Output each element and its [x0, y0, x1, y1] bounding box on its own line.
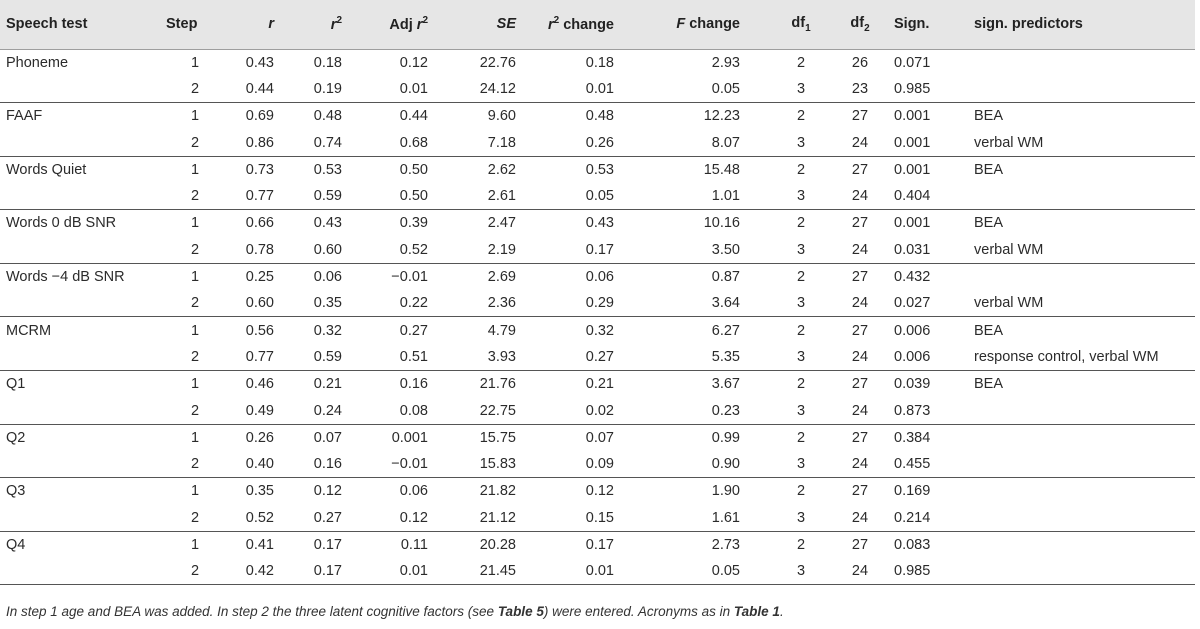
cell-r2-change: 0.48	[585, 108, 614, 125]
cell-speech-test: Q2	[6, 429, 26, 446]
cell-r2-change: 0.32	[585, 322, 614, 339]
cell-df1: 3	[770, 397, 832, 424]
cell-adj-r-squared: 0.50	[360, 183, 448, 210]
cell-step: 2	[160, 505, 230, 532]
cell-sign-predictors	[968, 263, 1195, 290]
cell-adj-r-squared: −0.01	[360, 451, 448, 478]
cell-speech-test: Words −4 dB SNR	[6, 269, 125, 286]
cell-f-change: 3.50	[652, 237, 770, 264]
table-row	[0, 49, 1195, 76]
cell-step: 1	[190, 54, 200, 71]
cell-r: 0.60	[230, 290, 292, 317]
cell-adj-r-squared: 0.06	[399, 483, 428, 500]
cell-df1: 3	[770, 558, 832, 585]
cell-adj-r-squared: 0.22	[360, 290, 448, 317]
cell-speech-test	[0, 183, 160, 210]
cell-r-squared: 0.06	[313, 269, 342, 286]
cell-r: 0.41	[245, 536, 274, 553]
cell-r-squared: 0.07	[313, 429, 342, 446]
cell-adj-r-squared: 0.52	[360, 237, 448, 264]
cell-sign: 0.001	[888, 129, 968, 156]
cell-f-change: 3.67	[711, 376, 740, 393]
cell-df1: 3	[770, 129, 832, 156]
cell-df2: 23	[832, 76, 888, 103]
cell-r: 0.52	[230, 505, 292, 532]
cell-step: 2	[160, 129, 230, 156]
cell-step: 2	[160, 237, 230, 264]
header-adj-r-squared: Adj $r^2$	[360, 0, 448, 49]
cell-r-squared: 0.18	[313, 54, 342, 71]
cell-sign-predictors	[968, 478, 1195, 505]
table-row	[0, 505, 1195, 532]
cell-r2-change: 0.07	[585, 429, 614, 446]
cell-df1: 3	[770, 451, 832, 478]
cell-df2: 24	[832, 237, 888, 264]
cell-f-change: 2.73	[711, 536, 740, 553]
cell-sign-predictors	[968, 531, 1195, 558]
cell-r-squared: 0.60	[292, 237, 360, 264]
cell-df2: 27	[851, 429, 869, 446]
cell-se: 21.76	[479, 376, 516, 393]
table-row	[0, 478, 1195, 505]
cell-r2-change: 0.06	[585, 269, 614, 286]
cell-sign-predictors	[968, 76, 1195, 103]
header-sign: Sign.	[888, 0, 968, 49]
table-row	[0, 103, 1195, 130]
cell-r2-change: 0.05	[536, 183, 652, 210]
cell-r2-change: 0.21	[585, 376, 614, 393]
cell-step: 1	[190, 108, 200, 125]
cell-f-change: 0.87	[711, 269, 740, 286]
cell-sign: 0.404	[888, 183, 968, 210]
cell-df1: 2	[796, 108, 806, 125]
cell-r2-change: 0.12	[585, 483, 614, 500]
cell-adj-r-squared: 0.27	[399, 322, 428, 339]
table-row	[0, 397, 1195, 424]
cell-sign-predictors: verbal WM	[968, 237, 1195, 264]
cell-df2: 24	[832, 451, 888, 478]
cell-sign-predictors: verbal WM	[968, 129, 1195, 156]
cell-speech-test	[0, 397, 160, 424]
table-row	[0, 263, 1195, 290]
cell-r-squared: 0.16	[292, 451, 360, 478]
cell-se: 22.75	[448, 397, 536, 424]
cell-r2-change: 0.01	[536, 76, 652, 103]
cell-step: 1	[190, 483, 200, 500]
cell-adj-r-squared: 0.001	[391, 429, 428, 446]
cell-speech-test: Words Quiet	[6, 161, 87, 178]
cell-df1: 2	[796, 269, 806, 286]
cell-adj-r-squared: 0.01	[360, 558, 448, 585]
cell-sign-predictors: BEA	[974, 376, 1004, 393]
cell-df2: 27	[851, 108, 869, 125]
cell-se: 24.12	[448, 76, 536, 103]
cell-speech-test: FAAF	[6, 108, 43, 125]
cell-f-change: 0.90	[652, 451, 770, 478]
table-body	[0, 49, 1195, 585]
cell-df2: 27	[851, 161, 869, 178]
header-row	[0, 0, 1195, 49]
cell-r-squared: 0.53	[313, 161, 342, 178]
header-f-change: F change	[652, 0, 770, 49]
cell-step: 2	[160, 183, 230, 210]
cell-step: 2	[160, 558, 230, 585]
table-row	[0, 76, 1195, 103]
cell-r: 0.69	[245, 108, 274, 125]
cell-r-squared: 0.35	[292, 290, 360, 317]
cell-r: 0.44	[230, 76, 292, 103]
cell-sign: 0.071	[894, 54, 931, 71]
cell-df1: 2	[796, 429, 806, 446]
cell-r-squared: 0.32	[313, 322, 342, 339]
cell-r-squared: 0.59	[292, 344, 360, 371]
cell-sign-predictors: BEA	[974, 108, 1004, 125]
cell-adj-r-squared: 0.12	[399, 54, 428, 71]
header-df1: $df_1$	[770, 0, 832, 49]
cell-sign-predictors	[968, 505, 1195, 532]
cell-step: 2	[160, 290, 230, 317]
cell-sign: 0.001	[894, 108, 931, 125]
header-se: SE	[448, 0, 536, 49]
cell-f-change: 6.27	[711, 322, 740, 339]
cell-adj-r-squared: 0.01	[360, 76, 448, 103]
cell-r: 0.35	[245, 483, 274, 500]
cell-se: 4.79	[487, 322, 516, 339]
cell-se: 22.76	[479, 54, 516, 71]
table-row	[0, 558, 1195, 585]
cell-df2: 27	[851, 215, 869, 232]
table-row	[0, 344, 1195, 371]
cell-df2: 24	[832, 397, 888, 424]
cell-se: 2.47	[487, 215, 516, 232]
cell-sign: 0.432	[894, 269, 931, 286]
cell-df2: 24	[832, 290, 888, 317]
cell-sign-predictors	[968, 49, 1195, 76]
cell-f-change: 5.35	[652, 344, 770, 371]
cell-speech-test: Phoneme	[6, 54, 69, 71]
cell-r: 0.77	[230, 344, 292, 371]
cell-sign: 0.031	[888, 237, 968, 264]
table-footnote: In step 1 age and BEA was added. In step 2 the three latent cognitive factors (see Table 5) were entered. Acronyms as in Table 1.	[6, 604, 784, 619]
cell-speech-test: Words 0 dB SNR	[6, 215, 117, 232]
cell-se: 15.75	[479, 429, 516, 446]
cell-r2-change: 0.43	[585, 215, 614, 232]
cell-speech-test	[0, 76, 160, 103]
cell-sign-predictors	[968, 424, 1195, 451]
cell-se: 15.83	[448, 451, 536, 478]
cell-adj-r-squared: 0.16	[399, 376, 428, 393]
cell-r-squared: 0.17	[292, 558, 360, 585]
table-row	[0, 183, 1195, 210]
cell-sign-predictors: BEA	[974, 161, 1004, 178]
cell-r: 0.86	[230, 129, 292, 156]
cell-sign: 0.169	[894, 483, 931, 500]
cell-step: 2	[160, 76, 230, 103]
cell-f-change: 10.16	[703, 215, 740, 232]
cell-df2: 24	[832, 505, 888, 532]
header-df2: $df_2$	[832, 0, 888, 49]
cell-se: 2.36	[448, 290, 536, 317]
cell-speech-test: MCRM	[6, 322, 52, 339]
cell-r2-change: 0.26	[536, 129, 652, 156]
cell-se: 2.62	[487, 161, 516, 178]
cell-f-change: 15.48	[703, 161, 740, 178]
cell-adj-r-squared: 0.12	[360, 505, 448, 532]
cell-r-squared: 0.59	[292, 183, 360, 210]
cell-se: 2.61	[448, 183, 536, 210]
cell-df2: 27	[851, 322, 869, 339]
cell-df1: 2	[796, 161, 806, 178]
cell-r: 0.56	[245, 322, 274, 339]
cell-f-change: 12.23	[703, 108, 740, 125]
cell-sign-predictors: BEA	[974, 322, 1004, 339]
cell-speech-test	[0, 558, 160, 585]
cell-df1: 2	[796, 483, 806, 500]
cell-r: 0.77	[230, 183, 292, 210]
cell-adj-r-squared: −0.01	[391, 269, 428, 286]
cell-df1: 3	[770, 344, 832, 371]
table-row	[0, 129, 1195, 156]
cell-sign: 0.214	[888, 505, 968, 532]
cell-r: 0.25	[245, 269, 274, 286]
cell-r2-change: 0.17	[585, 536, 614, 553]
cell-adj-r-squared: 0.44	[399, 108, 428, 125]
cell-r: 0.43	[245, 54, 274, 71]
cell-step: 1	[190, 376, 200, 393]
cell-speech-test: Q3	[6, 483, 26, 500]
cell-r: 0.73	[245, 161, 274, 178]
cell-r-squared: 0.21	[313, 376, 342, 393]
cell-r2-change: 0.15	[536, 505, 652, 532]
cell-sign-predictors: BEA	[974, 215, 1004, 232]
table-1-reference: Table 1	[733, 604, 780, 619]
cell-df2: 27	[851, 483, 869, 500]
cell-f-change: 0.05	[652, 76, 770, 103]
header-speech-test: Speech test	[0, 0, 160, 49]
cell-r-squared: 0.74	[292, 129, 360, 156]
cell-df2: 27	[851, 269, 869, 286]
cell-sign: 0.006	[888, 344, 968, 371]
cell-df2: 27	[851, 376, 869, 393]
table-row	[0, 237, 1195, 264]
cell-r-squared: 0.12	[313, 483, 342, 500]
cell-df1: 3	[770, 290, 832, 317]
cell-speech-test	[0, 344, 160, 371]
cell-df1: 3	[770, 237, 832, 264]
cell-se: 3.93	[448, 344, 536, 371]
cell-f-change: 1.90	[711, 483, 740, 500]
cell-r-squared: 0.19	[292, 76, 360, 103]
cell-step: 2	[160, 397, 230, 424]
cell-sign: 0.001	[894, 161, 931, 178]
cell-r2-change: 0.17	[536, 237, 652, 264]
table-row	[0, 156, 1195, 183]
cell-df2: 24	[832, 558, 888, 585]
cell-r: 0.42	[230, 558, 292, 585]
cell-se: 9.60	[487, 108, 516, 125]
cell-f-change: 0.23	[652, 397, 770, 424]
cell-se: 2.69	[487, 269, 516, 286]
table-row	[0, 210, 1195, 237]
cell-sign: 0.985	[888, 76, 968, 103]
cell-r: 0.49	[230, 397, 292, 424]
cell-adj-r-squared: 0.68	[360, 129, 448, 156]
table-row	[0, 451, 1195, 478]
cell-df1: 3	[770, 76, 832, 103]
cell-speech-test: Q4	[6, 536, 26, 553]
cell-df2: 26	[851, 54, 869, 71]
cell-sign: 0.039	[894, 376, 931, 393]
cell-speech-test	[0, 237, 160, 264]
cell-se: 21.12	[448, 505, 536, 532]
cell-r: 0.66	[245, 215, 274, 232]
cell-df1: 2	[796, 54, 806, 71]
cell-r: 0.40	[230, 451, 292, 478]
cell-adj-r-squared: 0.50	[399, 161, 428, 178]
cell-r: 0.26	[245, 429, 274, 446]
cell-sign-predictors: response control, verbal WM	[968, 344, 1195, 371]
cell-r-squared: 0.48	[313, 108, 342, 125]
header-sign-predictors: sign. predictors	[968, 0, 1195, 49]
cell-step: 1	[190, 161, 200, 178]
cell-r-squared: 0.27	[292, 505, 360, 532]
cell-sign: 0.873	[888, 397, 968, 424]
table-row	[0, 290, 1195, 317]
cell-df2: 24	[832, 129, 888, 156]
header-r2-change: $r^2$ change	[536, 0, 652, 49]
cell-step: 2	[160, 451, 230, 478]
cell-sign: 0.384	[894, 429, 931, 446]
cell-speech-test	[0, 129, 160, 156]
cell-sign: 0.083	[894, 536, 931, 553]
cell-r: 0.78	[230, 237, 292, 264]
cell-speech-test	[0, 451, 160, 478]
cell-f-change: 8.07	[652, 129, 770, 156]
cell-r2-change: 0.18	[585, 54, 614, 71]
cell-sign-predictors	[968, 397, 1195, 424]
cell-sign: 0.027	[888, 290, 968, 317]
cell-speech-test: Q1	[6, 376, 26, 393]
table-row	[0, 371, 1195, 398]
cell-step: 1	[190, 429, 200, 446]
cell-r2-change: 0.01	[536, 558, 652, 585]
table-row	[0, 424, 1195, 451]
cell-r2-change: 0.09	[536, 451, 652, 478]
cell-se: 2.19	[448, 237, 536, 264]
cell-f-change: 2.93	[711, 54, 740, 71]
cell-f-change: 1.01	[652, 183, 770, 210]
cell-sign-predictors	[968, 183, 1195, 210]
cell-adj-r-squared: 0.08	[360, 397, 448, 424]
cell-step: 1	[190, 322, 200, 339]
cell-f-change: 0.05	[652, 558, 770, 585]
header-step: Step	[160, 0, 230, 49]
cell-df1: 2	[796, 322, 806, 339]
cell-sign: 0.985	[888, 558, 968, 585]
cell-df1: 2	[796, 376, 806, 393]
cell-df1: 2	[796, 215, 806, 232]
header-r-squared: $r^2$	[292, 0, 360, 49]
cell-f-change: 3.64	[652, 290, 770, 317]
cell-step: 1	[190, 215, 200, 232]
cell-sign-predictors	[968, 451, 1195, 478]
cell-adj-r-squared: 0.11	[400, 536, 428, 553]
cell-se: 20.28	[479, 536, 516, 553]
cell-r-squared: 0.43	[313, 215, 342, 232]
cell-f-change: 0.99	[711, 429, 740, 446]
cell-df2: 24	[832, 183, 888, 210]
cell-step: 2	[160, 344, 230, 371]
cell-r2-change: 0.02	[536, 397, 652, 424]
cell-sign-predictors	[968, 558, 1195, 585]
cell-df1: 2	[796, 536, 806, 553]
cell-r2-change: 0.29	[536, 290, 652, 317]
cell-sign: 0.001	[894, 215, 931, 232]
cell-sign-predictors: verbal WM	[968, 290, 1195, 317]
cell-df2: 24	[832, 344, 888, 371]
cell-se: 7.18	[448, 129, 536, 156]
cell-speech-test	[0, 505, 160, 532]
cell-df1: 3	[770, 505, 832, 532]
cell-f-change: 1.61	[652, 505, 770, 532]
table-5-reference: Table 5	[497, 604, 544, 619]
cell-r2-change: 0.53	[585, 161, 614, 178]
cell-step: 1	[190, 269, 200, 286]
header-r: r	[230, 0, 292, 49]
cell-speech-test	[0, 290, 160, 317]
cell-adj-r-squared: 0.39	[399, 215, 428, 232]
cell-r-squared: 0.17	[313, 536, 342, 553]
cell-sign: 0.455	[888, 451, 968, 478]
cell-r-squared: 0.24	[292, 397, 360, 424]
cell-r2-change: 0.27	[536, 344, 652, 371]
cell-step: 1	[190, 536, 200, 553]
cell-se: 21.82	[479, 483, 516, 500]
cell-df2: 27	[851, 536, 869, 553]
cell-r: 0.46	[245, 376, 274, 393]
cell-se: 21.45	[448, 558, 536, 585]
table-row	[0, 317, 1195, 344]
cell-sign: 0.006	[894, 322, 931, 339]
cell-adj-r-squared: 0.51	[360, 344, 448, 371]
table-row	[0, 531, 1195, 558]
cell-df1: 3	[770, 183, 832, 210]
